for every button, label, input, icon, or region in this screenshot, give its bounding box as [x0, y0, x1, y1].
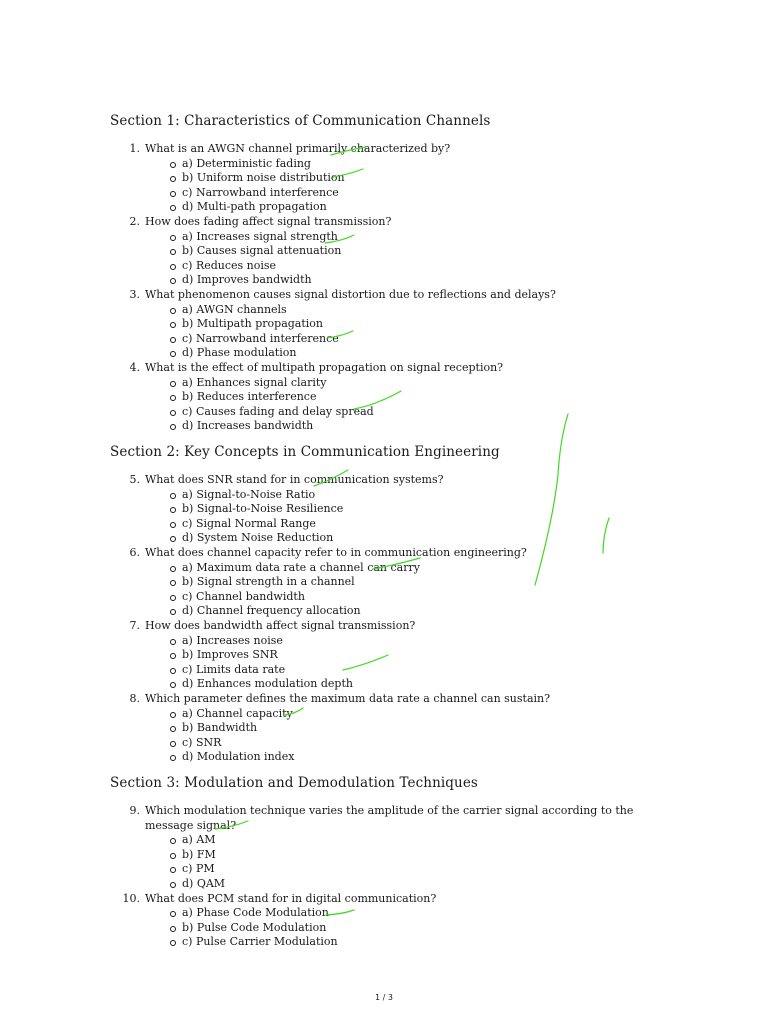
option-item: c) Signal Normal Range	[110, 517, 670, 532]
annotation-stroke	[325, 235, 354, 243]
annotation-stroke	[326, 910, 354, 915]
annotation-stroke	[333, 169, 363, 177]
question-text: What is the effect of multipath propagation on signal reception?	[145, 360, 504, 374]
question-text: What is an AWGN channel primarily characterized by?	[145, 142, 451, 155]
question-text: How does fading affect signal transmission?	[145, 214, 392, 228]
option-item: a) Increases noise	[110, 634, 670, 649]
option-item: d) QAM	[110, 877, 670, 892]
option-item: d) Enhances modulation depth	[110, 677, 670, 692]
option-item: b) Signal-to-Noise Resilience	[110, 502, 670, 517]
question-text: What does channel capacity refer to in communication engineering?	[145, 545, 527, 559]
question-text: What does PCM stand for in digital communication?	[145, 891, 437, 905]
option-item: d) Multi-path propagation	[110, 200, 670, 215]
option-item: d) Phase modulation	[110, 346, 670, 361]
question-text: What does SNR stand for in communication systems?	[145, 473, 444, 486]
annotation-stroke	[215, 821, 248, 829]
option-item: c) Narrowband interference	[110, 186, 670, 201]
option-item: a) Increases signal strength	[110, 230, 670, 245]
option-item: b) Bandwidth	[110, 721, 670, 736]
question-text: Which modulation technique varies the amplitude of the carrier signal according to the message signal?	[145, 804, 634, 832]
question-6: 6. What does channel capacity refer to in communication engineering?	[110, 546, 670, 561]
question-8: 8. Which parameter defines the maximum data rate a channel can sustain?	[110, 692, 670, 707]
option-item: b) Reduces interference	[110, 390, 670, 405]
section-title: Section 2: Key Concepts in Communication Engineering	[110, 444, 500, 460]
option-item: c) Narrowband interference	[110, 332, 670, 347]
annotation-stroke	[284, 708, 303, 715]
option-item: c) PM	[110, 862, 670, 877]
option-item: a) AWGN channels	[110, 303, 670, 318]
question-3: 3. What phenomenon causes signal distortion due to reflections and delays?	[110, 288, 670, 303]
annotation-stroke	[373, 558, 420, 569]
question-text: What phenomenon causes signal distortion due to reflections and delays?	[145, 287, 556, 301]
annotation-stroke	[354, 391, 401, 409]
option-item: b) Multipath propagation	[110, 317, 670, 332]
option-item: c) Causes fading and delay spread	[110, 405, 670, 420]
question-1: 1. What is an AWGN channel primarily characterized by?	[110, 142, 670, 157]
option-item: a) Phase Code Modulation	[110, 906, 670, 921]
option-item: d) Increases bandwidth	[110, 419, 670, 434]
option-item: a) Signal-to-Noise Ratio	[110, 488, 670, 503]
annotation-stroke	[603, 518, 609, 553]
question-text: How does bandwidth affect signal transmission?	[145, 618, 416, 632]
option-item: d) Channel frequency allocation	[110, 604, 670, 619]
annotation-stroke	[331, 147, 366, 155]
section-title: Section 3: Modulation and Demodulation Techniques	[110, 775, 478, 791]
option-item: c) SNR	[110, 736, 670, 751]
question-5: 5. What does SNR stand for in communication systems?	[110, 473, 670, 488]
option-item: a) Enhances signal clarity	[110, 376, 670, 391]
option-item: c) Reduces noise	[110, 259, 670, 274]
option-item: b) Signal strength in a channel	[110, 575, 670, 590]
option-item: a) AM	[110, 833, 670, 848]
question-10: 10. What does PCM stand for in digital communication?	[110, 892, 670, 907]
annotation-stroke	[314, 470, 348, 486]
annotation-stroke	[535, 414, 568, 585]
option-item: a) Maximum data rate a channel can carry	[110, 561, 670, 576]
question-7: 7. How does bandwidth affect signal transmission?	[110, 619, 670, 634]
option-item: c) Channel bandwidth	[110, 590, 670, 605]
option-item: b) FM	[110, 848, 670, 863]
question-2: 2. How does fading affect signal transmission?	[110, 215, 670, 230]
option-item: d) Modulation index	[110, 750, 670, 765]
option-item: c) Pulse Carrier Modulation	[110, 935, 670, 950]
question-4: 4. What is the effect of multipath propagation on signal reception?	[110, 361, 670, 376]
option-item: b) Improves SNR	[110, 648, 670, 663]
option-item: c) Limits data rate	[110, 663, 670, 678]
option-item: b) Uniform noise distribution	[110, 171, 670, 186]
option-item: d) Improves bandwidth	[110, 273, 670, 288]
option-item: d) System Noise Reduction	[110, 531, 670, 546]
page-number: 1 / 3	[375, 993, 393, 1002]
option-item: b) Pulse Code Modulation	[110, 921, 670, 936]
option-item: a) Channel capacity	[110, 707, 670, 722]
annotation-stroke	[343, 655, 388, 670]
annotation-stroke	[327, 331, 353, 338]
section-title: Section 1: Characteristics of Communication Channels	[110, 113, 491, 129]
option-item: b) Causes signal attenuation	[110, 244, 670, 259]
question-9: 9. Which modulation technique varies the amplitude of the carrier signal according to the message signal?	[110, 804, 670, 833]
option-item: a) Deterministic fading	[110, 157, 670, 172]
question-text: Which parameter defines the maximum data rate a channel can sustain?	[145, 691, 551, 705]
